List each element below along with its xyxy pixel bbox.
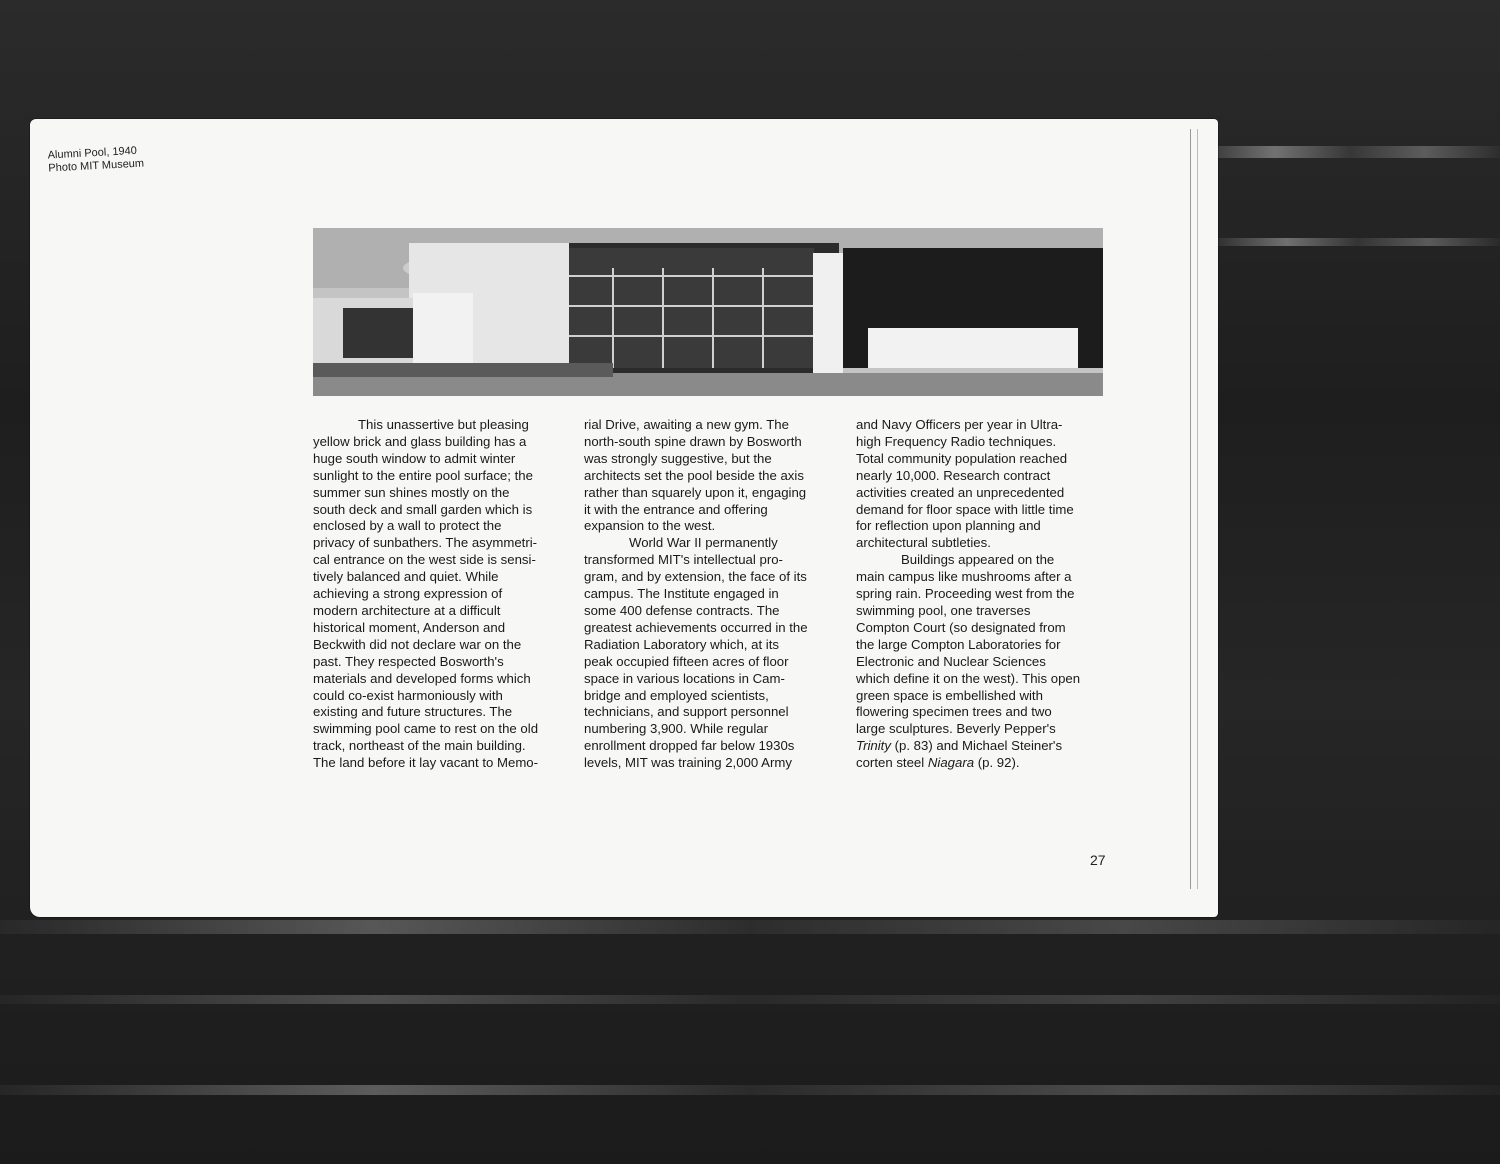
page-gutter bbox=[1190, 129, 1198, 889]
text-line: for reflection upon planning and bbox=[856, 518, 1041, 534]
text-line: rather than squarely upon it, engaging bbox=[584, 484, 807, 500]
caption-title: Alumni Pool, 1940 bbox=[47, 144, 138, 162]
scan-streak bbox=[0, 1085, 1500, 1095]
text-line: track, northeast of the main building. bbox=[313, 738, 526, 754]
text-line: and Navy Officers per year in Ultra- bbox=[856, 417, 1063, 432]
book-page bbox=[30, 119, 1218, 917]
artwork-title: Niagara bbox=[927, 755, 975, 771]
text-line: which define it on the west). This open bbox=[856, 670, 1081, 686]
text-line: large sculptures. Beverly Pepper's bbox=[856, 721, 1056, 737]
text-line: numbering 3,900. While regular bbox=[584, 721, 768, 737]
caption-credit: Photo MIT Museum bbox=[48, 157, 145, 175]
artwork-title: Trinity bbox=[856, 738, 891, 754]
text-line: technicians, and support personnel bbox=[584, 704, 789, 720]
text-line: Buildings appeared on the bbox=[901, 552, 1055, 568]
text-fragment: (p. 83) and Michael Steiner's bbox=[894, 738, 1063, 754]
scan-streak bbox=[0, 920, 1500, 934]
scan-streak bbox=[1215, 238, 1500, 246]
text-line: swimming pool came to rest on the old bbox=[313, 721, 539, 737]
text-line: demand for floor space with little time bbox=[856, 501, 1074, 517]
text-line: Beckwith did not declare war on the bbox=[313, 636, 522, 652]
text-line: enclosed by a wall to protect the bbox=[313, 518, 502, 534]
text-fragment: corten steel bbox=[856, 755, 925, 771]
text-line: north-south spine drawn by Bosworth bbox=[584, 433, 802, 449]
text-line: privacy of sunbathers. The asymmetri- bbox=[313, 535, 538, 551]
scan-streak bbox=[0, 995, 1500, 1004]
text-line: summer sun shines mostly on the bbox=[313, 484, 510, 500]
text-line: swimming pool, one traverses bbox=[856, 602, 1031, 618]
text-line: Total community population reached bbox=[856, 450, 1068, 466]
text-line: architects set the pool beside the axis bbox=[584, 467, 804, 483]
text-line: Radiation Laboratory which, at its bbox=[584, 636, 779, 652]
text-line: expansion to the west. bbox=[584, 518, 716, 534]
text-line: peak occupied fifteen acres of floor bbox=[584, 653, 789, 669]
text-line: spring rain. Proceeding west from the bbox=[856, 586, 1075, 602]
paragraph bbox=[856, 417, 1108, 552]
text-column-1 bbox=[313, 417, 565, 772]
text-line: enrollment dropped far below 1930s bbox=[584, 738, 795, 754]
text-line: rial Drive, awaiting a new gym. The bbox=[584, 417, 789, 432]
alumni-pool-photo bbox=[313, 228, 1103, 396]
text-line: activities created an unprecedented bbox=[856, 484, 1065, 500]
text-line: past. They respected Bosworth's bbox=[313, 653, 504, 669]
text-line: transformed MIT's intellectual pro- bbox=[584, 552, 783, 568]
text-line: the large Compton Laboratories for bbox=[856, 636, 1061, 652]
text-line: main campus like mushrooms after a bbox=[856, 569, 1072, 585]
text-line: This unassertive but pleasing bbox=[358, 417, 529, 432]
text-line: gram, and by extension, the face of its bbox=[584, 569, 807, 585]
text-line: bridge and employed scientists, bbox=[584, 687, 769, 703]
text-line: it with the entrance and offering bbox=[584, 501, 768, 517]
text-line: tively balanced and quiet. While bbox=[313, 569, 499, 585]
text-line: The land before it lay vacant to Memo- bbox=[313, 755, 539, 771]
text-line: campus. The Institute engaged in bbox=[584, 586, 779, 602]
text-line: achieving a strong expression of bbox=[313, 586, 503, 602]
text-line: high Frequency Radio techniques. bbox=[856, 433, 1057, 449]
page-number: 27 bbox=[1090, 852, 1106, 868]
text-column-3 bbox=[856, 417, 1108, 772]
text-line: green space is embellished with bbox=[856, 687, 1043, 703]
text-line: sunlight to the entire pool surface; the bbox=[313, 467, 533, 483]
text-line: materials and developed forms which bbox=[313, 670, 531, 686]
text-line bbox=[856, 738, 1108, 755]
text-line: cal entrance on the west side is sensi- bbox=[313, 552, 536, 568]
paragraph bbox=[584, 535, 836, 772]
paragraph bbox=[313, 417, 565, 772]
text-line: World War II permanently bbox=[629, 535, 778, 551]
text-line: Electronic and Nuclear Sciences bbox=[856, 653, 1046, 669]
text-line: space in various locations in Cam- bbox=[584, 670, 785, 686]
text-line: modern architecture at a difficult bbox=[313, 602, 501, 618]
text-line: historical moment, Anderson and bbox=[313, 619, 506, 635]
text-line: nearly 10,000. Research contract bbox=[856, 467, 1051, 483]
text-line: was strongly suggestive, but the bbox=[584, 450, 772, 466]
paragraph bbox=[584, 417, 836, 535]
text-line: yellow brick and glass building has a bbox=[313, 433, 527, 449]
paragraph bbox=[856, 552, 1108, 772]
scan-streak bbox=[1200, 146, 1500, 158]
text-line bbox=[856, 755, 1108, 772]
text-line: flowering specimen trees and two bbox=[856, 704, 1052, 720]
text-line: existing and future structures. The bbox=[313, 704, 513, 720]
building-photo bbox=[313, 228, 1103, 396]
text-line: greatest achievements occurred in the bbox=[584, 619, 808, 635]
text-line: architectural subtleties. bbox=[856, 535, 991, 551]
text-line: huge south window to admit winter bbox=[313, 450, 516, 466]
text-line: some 400 defense contracts. The bbox=[584, 602, 780, 618]
text-line: south deck and small garden which is bbox=[313, 501, 533, 517]
photo-caption bbox=[47, 145, 144, 176]
text-column-2 bbox=[584, 417, 836, 772]
text-line: Compton Court (so designated from bbox=[856, 619, 1066, 635]
text-fragment: (p. 92). bbox=[977, 755, 1020, 771]
text-line: could co-exist harmoniously with bbox=[313, 687, 503, 703]
text-line: levels, MIT was training 2,000 Army bbox=[584, 755, 792, 771]
